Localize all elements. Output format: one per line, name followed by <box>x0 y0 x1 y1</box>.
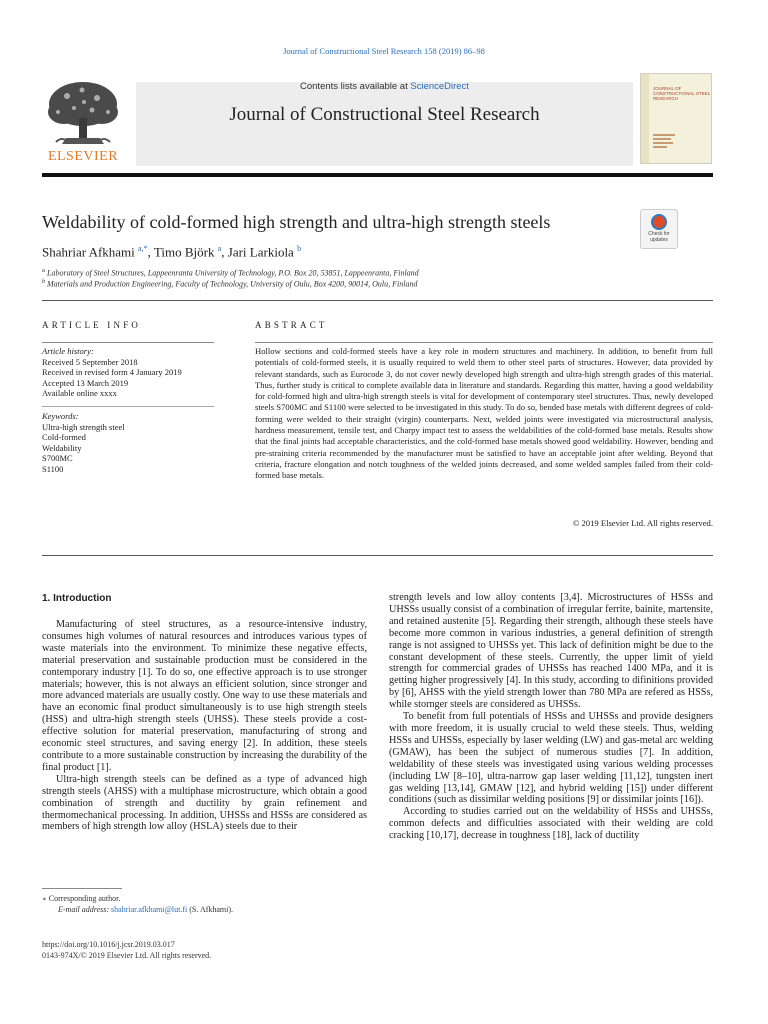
paragraph: strength levels and low alloy contents [3,4]. Microstructures of HSSs and UHSSs usually consist of a combination of irregular ferrite, bainite, martensite, and retained austenite [5]. Regarding their strength, although these steels have become more common in various industries, a general definition of strength range is not assigned to UHSSs yet. This lack of definition might be due to the constant development of these steels. Currently, the upper limit of yield strength for commercial grades of UHSSs has reached 1400 MPa, and it is getting higher progressively [4]. In this study, according to difinitions provided by [6], AHSS with the yield strength lower than 780 MPa are refered as HSSs, while stornger steels are considered as UHSSs. <box>389 592 713 711</box>
keyword: Ultra-high strength steel <box>42 421 125 432</box>
affiliation-text: Materials and Production Engineering, Faculty of Technology, University of Oulu, Box 4200, 90014, Oulu, Finland <box>47 279 418 289</box>
abstract-divider <box>255 342 713 343</box>
history-label: Article history: <box>42 346 94 356</box>
email-suffix: (S. Afkhami). <box>187 905 234 914</box>
cover-lines-icon <box>653 114 713 154</box>
abstract-copyright: © 2019 Elsevier Ltd. All rights reserved. <box>572 518 713 528</box>
corresponding-author-note: ∗ Corresponding author. <box>42 894 121 903</box>
author-name[interactable]: Shahriar Afkhami <box>42 244 135 260</box>
author-list: Shahriar Afkhami $^{a,*}$, Timo Björk $^a$, Jari Larkiola $^b$ <box>42 244 302 260</box>
left-column <box>42 619 367 833</box>
article-history <box>42 346 214 399</box>
affiliation-mark: a <box>42 268 45 274</box>
email-label: E-mail address: <box>58 905 112 914</box>
corresponding-author-text: Corresponding author. <box>48 894 121 903</box>
paragraph: To benefit from full potentials of HSSs and UHSSs and provide designers with more freedom, it is usually crucial to weld these steels. Thus, welding HSSs and UHSSs, especially by laser welding (LW) and gas-metal arc welding (GMAW), has been the subject of numerous studies [7]. In addition, weldability of these steels was investigated using various welding processes (including LW [8–10], ultra-narrow gap laser welding [11,12], tungsten inert gas welding [13,14], GMAW [12], and hybrid welding [15]) under different conditions (such as dissimilar welding positions [9] or dissimilar joints [16]). <box>389 711 713 806</box>
author-affiliation-mark[interactable]: b <box>297 244 302 253</box>
contents-line <box>136 81 633 92</box>
header-rule <box>42 173 713 177</box>
journal-cover-thumbnail[interactable] <box>640 73 712 164</box>
sciencedirect-link[interactable]: ScienceDirect <box>410 81 469 92</box>
check-for-updates-label: Check for updates <box>648 231 670 243</box>
paper-title: Weldability of cold-formed high strength and ultra-high strength steels <box>42 212 551 232</box>
affiliation-b <box>42 279 417 289</box>
author-affiliation-mark[interactable]: a <box>217 244 222 253</box>
affiliation-divider <box>42 300 713 301</box>
keyword: S700MC <box>42 453 73 463</box>
paragraph: Ultra-high strength steels can be defined as a type of advanced high strength steels (AHSS) with a multiphase microstructure, which obtain a good combination of strength and ductility by grain refinement and thermomechanical processing. In addition, UHSSs and HSSs are considered as members of high strength low alloy (HSLA) steels due to their <box>42 773 367 833</box>
front-matter-divider <box>42 555 713 556</box>
paragraph: According to studies carried out on the weldability of HSSs and UHSSs, common defects and difficulties associated with their welding are cold cracking [10,17], decrease in toughness [18], lack of ductility <box>389 806 713 842</box>
author-name[interactable]: Timo Björk <box>153 244 215 260</box>
article-info-heading: ARTICLE INFO <box>42 320 142 330</box>
article-info-divider <box>42 342 214 343</box>
author-affiliation-mark[interactable]: a,* <box>138 244 148 253</box>
cover-spine <box>641 74 649 163</box>
keyword: Cold-formed <box>42 432 86 442</box>
author-email-link[interactable]: shahriar.afkhami@lut.fi <box>111 905 188 914</box>
journal-citation[interactable]: Journal of Constructional Steel Research 158 (2019) 86–98 <box>283 46 485 56</box>
check-for-updates-button[interactable] <box>640 209 678 249</box>
history-item: Received 5 September 2018 <box>42 356 138 367</box>
author-name[interactable]: Jari Larkiola <box>227 244 294 260</box>
crossmark-icon <box>651 214 667 230</box>
contents-prefix: Contents lists available at <box>300 81 411 92</box>
abstract-text: Hollow sections and cold-formed steels have a key role in modern structures and machinery. In addition, to benefit from full potentials of cold-formed steels, it is usually required to weld them to other steel parts of structures. However, data provided by relevant standards, such as Eurocode 3, do not cover newly developed high strength and ultra-high strength grades of this material. Thus, further study is critical to complete available data in literature and standards. Regarding this matter, having a good weldability for cold-formed high and ultra-high strength steels is vital for development of contemporary steel structures. Thus, newly developed steels S700MC and S1100 were selected to be investigated in this study. To do so, bended base metals with different degrees of cold-forming were welded to their straight (virgin) counterparts. Next, welded joints were investigated via microstructural analysis, hardness measurement, tensile test, and Charpy impact test to assess the weldabilities of the cold-formed base metals. Results show that the final joints had acceptable characteristics, and the cold-formed base metals showed good weldability. However, bending and pre-straining criteria recommended by the manufacturer must be satisfied to have an acceptable joint after welding. Beyond that criteria, fracture elongation and notch toughness of the welded joints decreased, and some welded samples failed from their cold-formed base metals. <box>255 346 713 481</box>
history-item: Available online xxxx <box>42 388 117 398</box>
elsevier-logo[interactable] <box>42 78 124 168</box>
keywords <box>42 411 214 474</box>
keyword: S1100 <box>42 463 64 474</box>
keywords-divider <box>42 406 214 407</box>
section-heading-introduction: 1. Introduction <box>42 593 112 604</box>
footnote-divider <box>42 888 122 889</box>
affiliation-mark: b <box>42 279 45 285</box>
abstract-heading: ABSTRACT <box>255 320 328 330</box>
right-column <box>389 592 713 842</box>
keyword: Weldability <box>42 442 82 453</box>
journal-title[interactable]: Journal of Constructional Steel Research <box>229 104 540 125</box>
affiliation-a <box>42 268 419 278</box>
keywords-label: Keywords: <box>42 411 79 421</box>
history-item: Received in revised form 4 January 2019 <box>42 367 182 377</box>
doi-link[interactable]: https://doi.org/10.1016/j.jcsr.2019.03.017 <box>42 940 175 949</box>
email-line <box>58 905 233 914</box>
cover-title: JOURNAL OF CONSTRUCTIONAL STEEL RESEARCH <box>653 86 710 102</box>
paragraph: Manufacturing of steel structures, as a resource-intensive industry, consumes high volumes of natural resources and introduces various types of waste materials into the environment. To minimize these negative effects, material preservation and sustainable production must be considered in the contemporary industry [1]. To do so, one effective approach is to use stronger materials; however, this is not always an efficient solution, since stronger and more advanced materials are usually costly. One way to use these materials and have an economic final product simultaneously is to use high strength steels (HSS) and ultra-high strength steels (UHSS). These steels provide a cost-effective solution for material preservation, manufacturing of strong and economic steel structures, and saving energy [2]. In addition, these steels contribute to a more sustainable construction by increasing the durability of the final product [1]. <box>42 619 367 773</box>
history-item: Accepted 13 March 2019 <box>42 377 129 388</box>
issn-copyright: 0143-974X/© 2019 Elsevier Ltd. All rights reserved. <box>42 951 212 960</box>
affiliation-text: Laboratory of Steel Structures, Lappeenranta University of Technology, P.O. Box 20, 53851, Lappeenranta, Finland <box>47 268 419 278</box>
elsevier-wordmark: ELSEVIER <box>47 149 119 164</box>
